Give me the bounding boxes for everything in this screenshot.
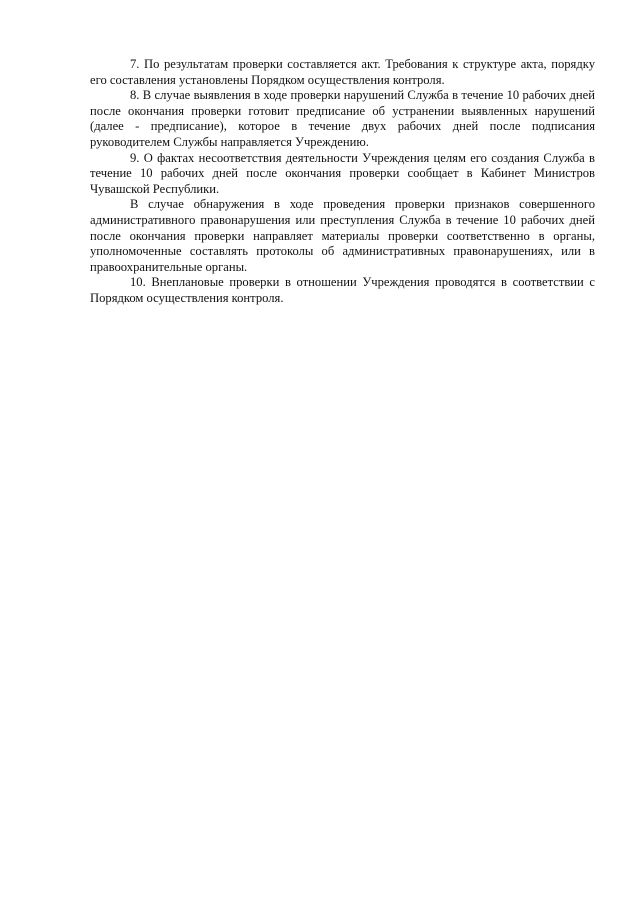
document-body: [90, 57, 595, 307]
paragraph-8-violations: 8. В случае выявления в ходе проверки нарушений Служба в течение 10 рабочих дней после окончания проверки готовит предписание об устранении выявленных нарушений (далее - предписание), которое в течение двух рабочих дней после подписания руководителем Службы направляется Учреждению.: [90, 88, 595, 149]
paragraph-9-discrepancy: 9. О фактах несоответствия деятельности Учреждения целям его создания Служба в течение 10 рабочих дней после окончания проверки сообщает в Кабинет Министров Чувашской Республики.: [90, 150, 595, 196]
paragraph-offense-referral: В случае обнаружения в ходе проведения проверки признаков совершенного административного правонарушения или преступления Служба в течение 10 рабочих дней после окончания проверки направляет материалы проверки соответственно в органы, уполномоченные составлять протоколы об административных правонарушениях, или в правоохранительные органы.: [90, 197, 595, 274]
paragraph-10-unscheduled: 10. Внеплановые проверки в отношении Учреждения проводятся в соответствии с Порядком осуществления контроля.: [90, 275, 595, 305]
paragraph-7-act: 7. По результатам проверки составляется акт. Требования к структуре акта, порядку его составления установлены Порядком осуществления контроля.: [90, 57, 595, 87]
